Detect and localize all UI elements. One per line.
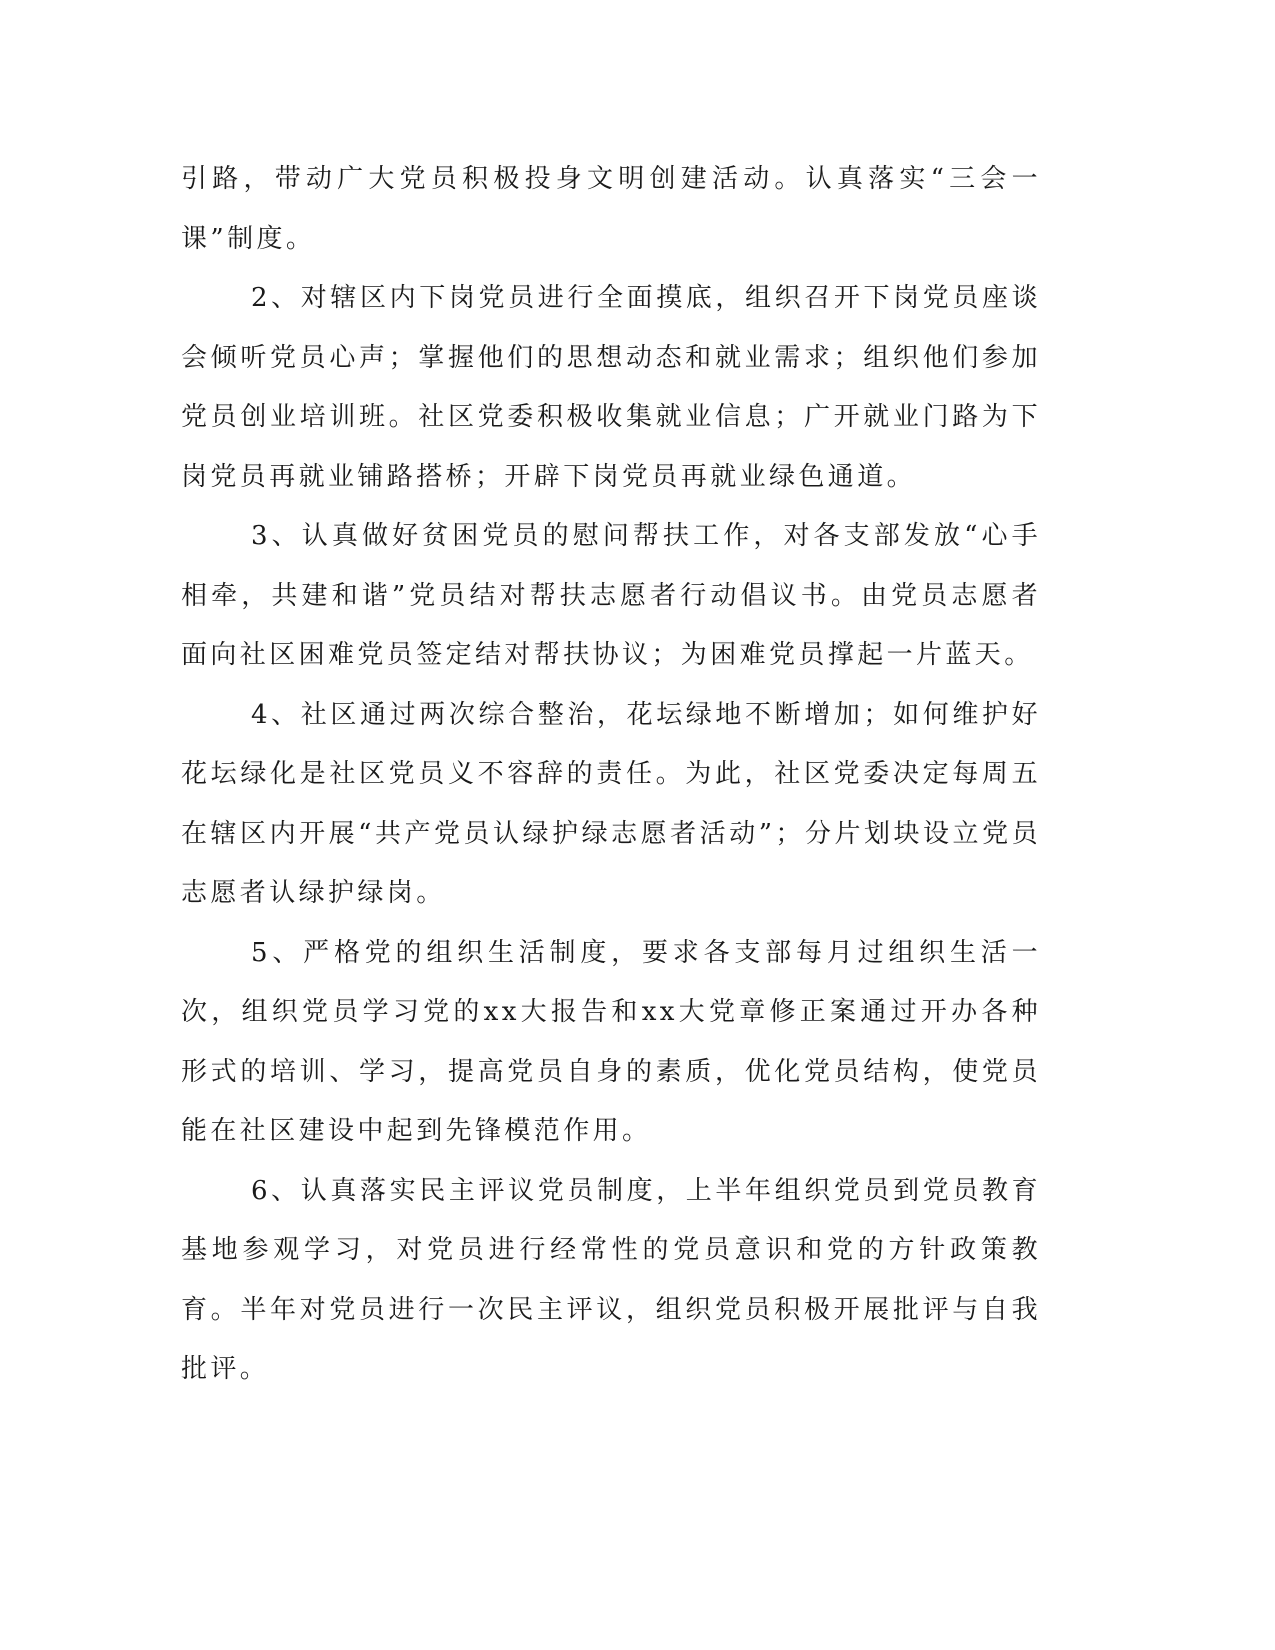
paragraph-item-4: 4、社区通过两次综合整治，花坛绿地不断增加；如何维护好花坛绿化是社区党员义不容辞的责任。为此，社区党委决定每周五在辖区内开展“共产党员认绿护绿志愿者活动”；分片划块设立党员志愿者认绿护绿岗。 — [181, 699, 1041, 908]
paragraph-item-3: 3、认真做好贫困党员的慰问帮扶工作，对各支部发放“心手相牵，共建和谐”党员结对帮扶志愿者行动倡议书。由党员志愿者面向社区困难党员签定结对帮扶协议；为困难党员撑起一片蓝天。 — [181, 521, 1041, 670]
paragraph-item-2: 2、对辖区内下岗党员进行全面摸底，组织召开下岗党员座谈会倾听党员心声；掌握他们的思想动态和就业需求；组织他们参加党员创业培训班。社区党委积极收集就业信息；广开就业门路为下岗党员再就业铺路搭桥；开辟下岗党员再就业绿色通道。 — [181, 283, 1041, 492]
document-body — [181, 150, 1041, 1400]
paragraph-continuation: 引路，带动广大党员积极投身文明创建活动。认真落实“三会一课”制度。 — [181, 164, 1041, 254]
paragraph-item-6: 6、认真落实民主评议党员制度，上半年组织党员到党员教育基地参观学习，对党员进行经常性的党员意识和党的方针政策教育。半年对党员进行一次民主评议，组织党员积极开展批评与自我批评。 — [181, 1175, 1041, 1384]
paragraph-item-5: 5、严格党的组织生活制度，要求各支部每月过组织生活一次，组织党员学习党的xx大报告和xx大党章修正案通过开办各种形式的培训、学习，提高党员自身的素质，优化党员结构，使党员能在社区建设中起到先锋模范作用。 — [181, 937, 1041, 1146]
